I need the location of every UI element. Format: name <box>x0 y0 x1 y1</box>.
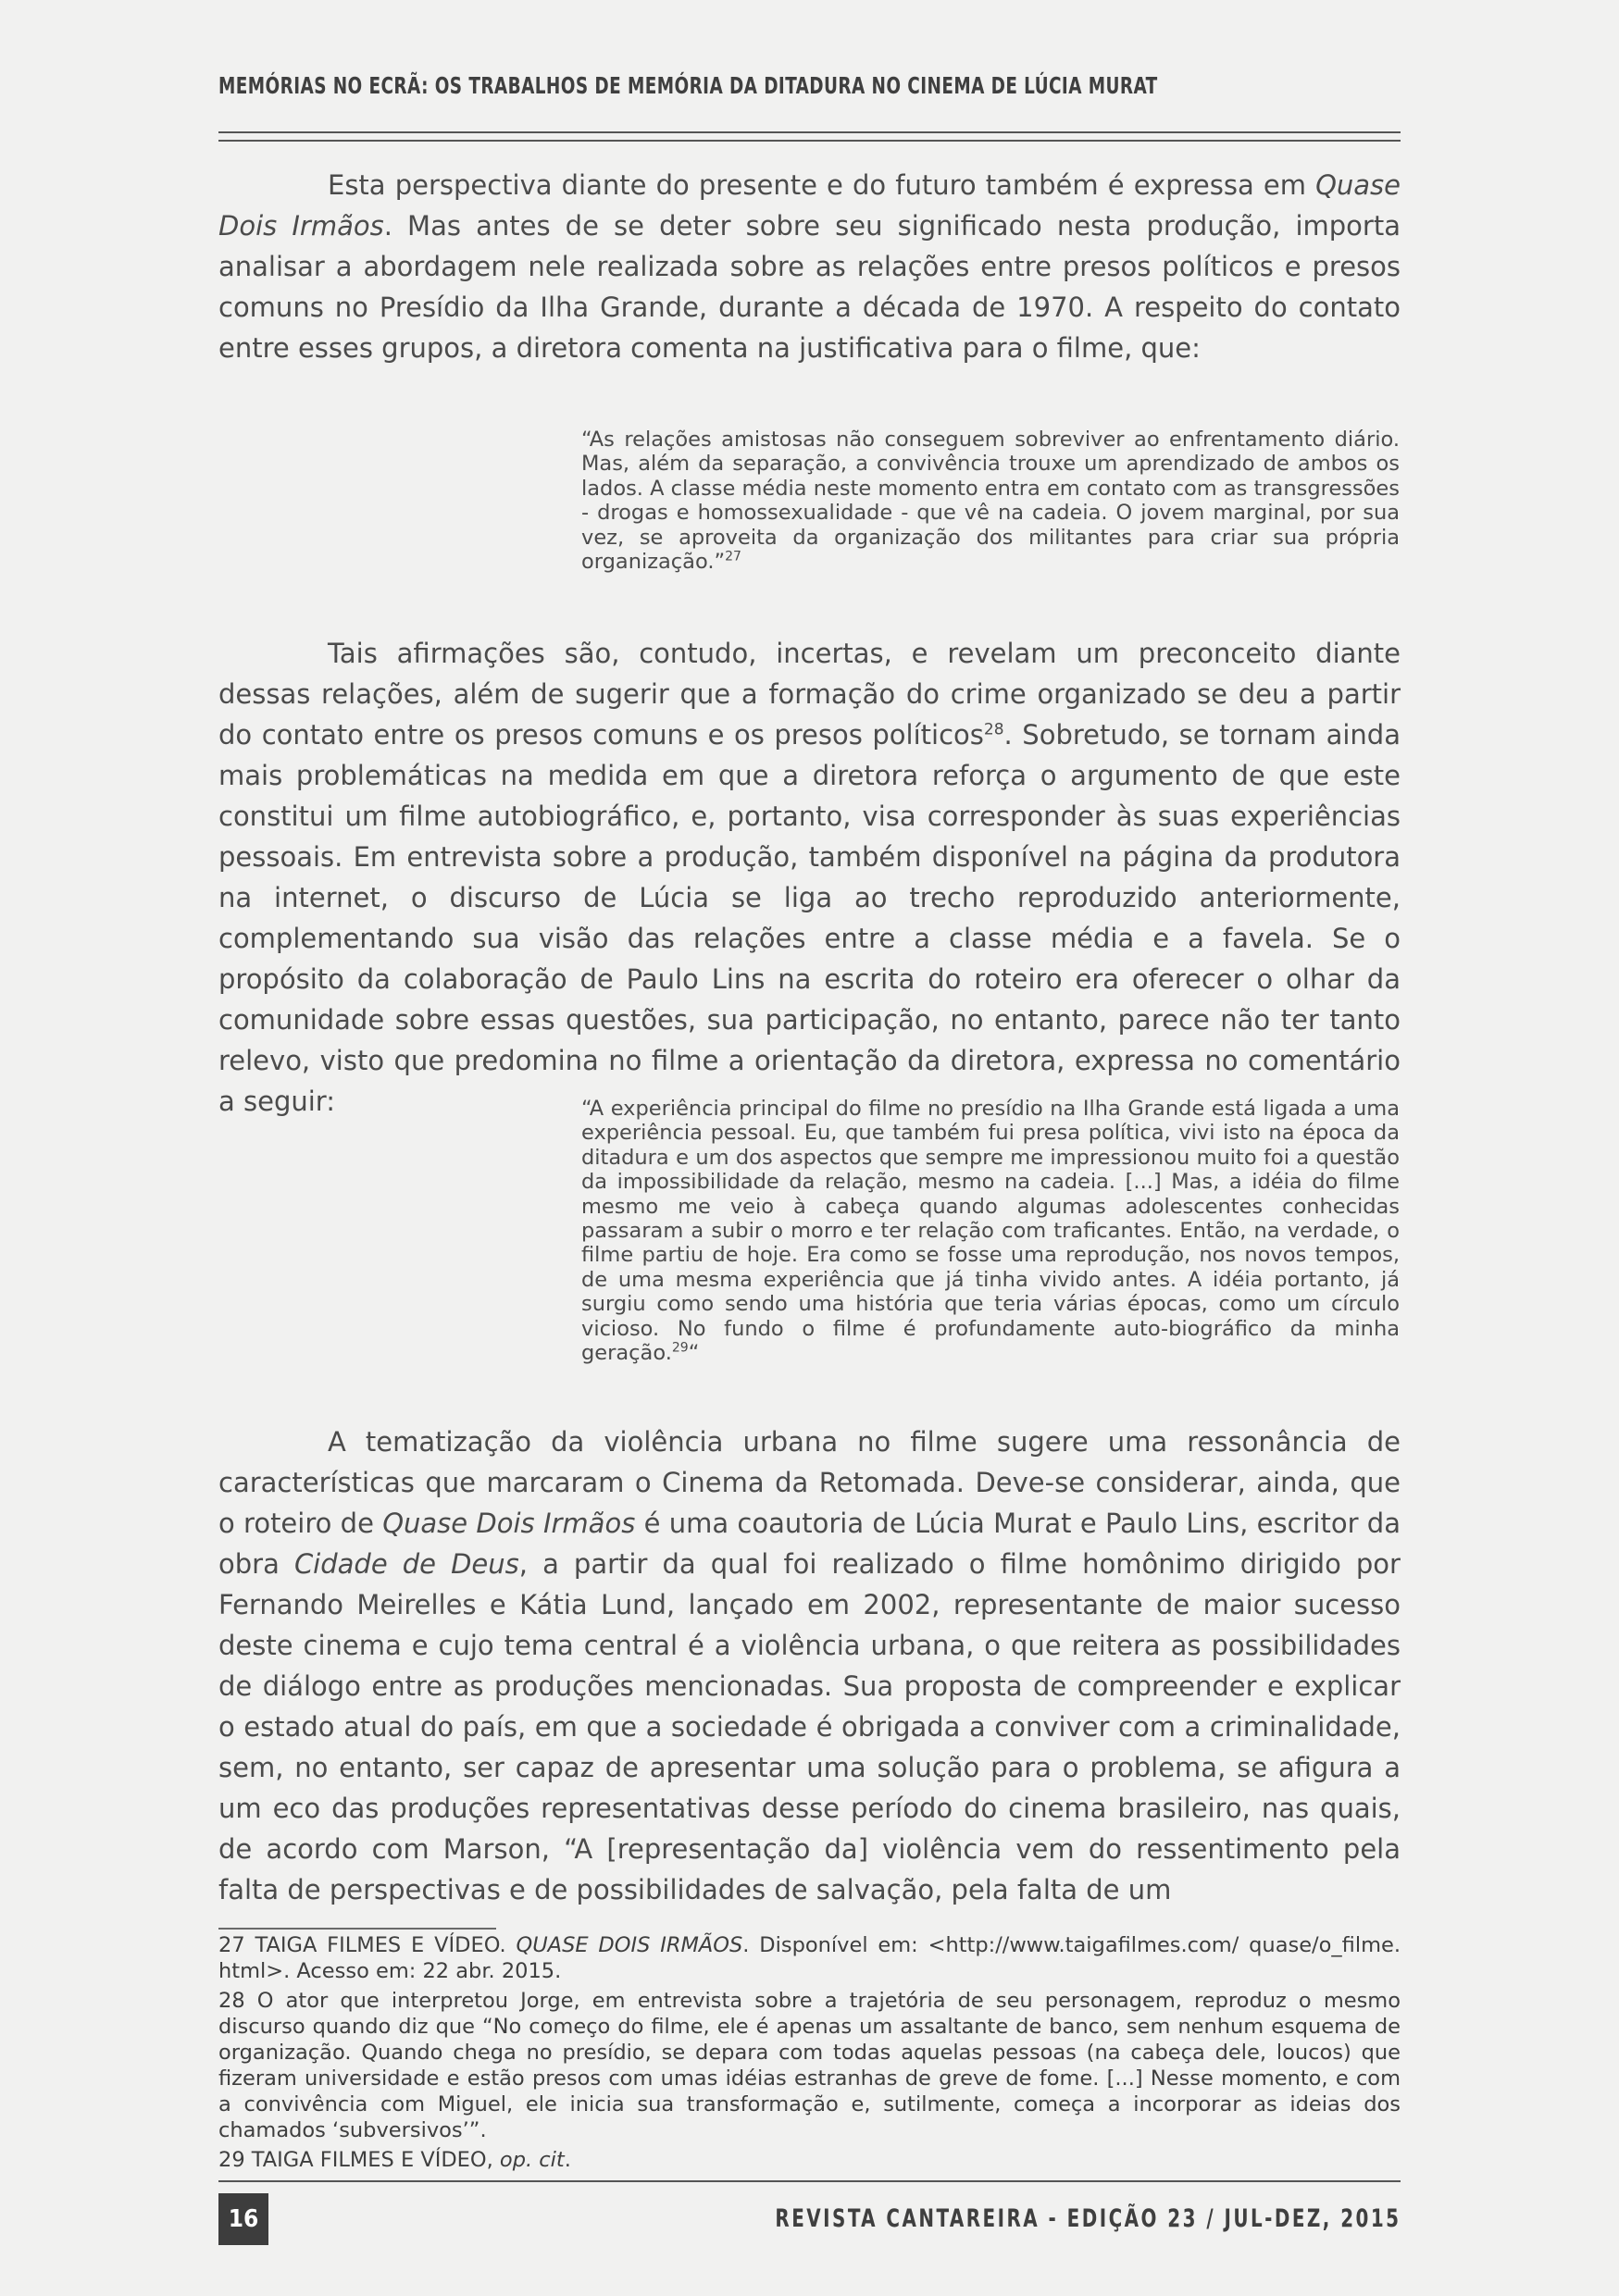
paragraph-3-text: é uma coautoria de Lúcia Murat e Paulo Lins, escritor da obra <box>218 1508 1401 1580</box>
footnote-29-text: . <box>564 2148 571 2172</box>
footnote-27-text: 27 TAIGA FILMES E VÍDEO. <box>218 1933 517 1957</box>
film-title: Quase Dois Irmãos <box>382 1508 636 1539</box>
header-rule-top <box>218 131 1401 133</box>
quote-2-text: “A experiência principal do filme no presídio na Ilha Grande está ligada a uma experiência pessoal. Eu, que também fui presa política, vivi isto na época da ditadura e um dos aspectos que sempre me impressionou muito foi a questão da impossibilidade da relação, mesmo na cadeia. [...] Mas, a idéia do filme mesmo me veio à cabeça quando algumas adolescentes conhecidas passaram a subir o morro e ter relação com traficantes. Então, na verdade, o filme partiu de hoje. Era como se fosse uma reprodução, nos novos tempos, de uma mesma experiência que já tinha vivido antes. A idéia portanto, já surgiu como sendo uma história que teria várias épocas, como um círculo vicioso. No fundo o filme é profundamente auto-biográfico da minha geração. <box>581 1097 1400 1366</box>
footnote-ref-28: 28 <box>983 720 1004 739</box>
quote-2-close: “ <box>688 1341 700 1366</box>
paragraph-1-text: Esta perspectiva diante do presente e do futuro também é expressa em <box>328 169 1316 201</box>
paragraph-3 <box>218 1421 1401 1910</box>
footnote-ref-29: 29 <box>671 1340 689 1356</box>
block-quote-1 <box>581 428 1400 574</box>
page-number: 16 <box>218 2193 268 2245</box>
header-rule-bottom <box>218 140 1401 142</box>
film-title: Quase Dois Irmãos <box>218 169 1401 242</box>
footnotes <box>218 1932 1401 2177</box>
footnote-29-title: op. cit <box>499 2148 565 2172</box>
running-header: MEMÓRIAS NO ECRÃ: OS TRABALHOS DE MEMÓRIA DA DITADURA NO CINEMA DE LÚCIA MURAT <box>218 72 1158 99</box>
book-title: Cidade de Deus <box>293 1548 519 1580</box>
paragraph-3-text: A tematização da violência urbana no filme sugere uma ressonância de características que marcaram o Cinema da Retomada. Deve-se considerar, ainda, que o roteiro de <box>218 1426 1401 1539</box>
paragraph-1-text: . Mas antes de se deter sobre seu significado nesta produção, importa analisar a abordagem nele realizada sobre as relações entre presos políticos e presos comuns no Presídio da Ilha Grande, durante a década de 1970. A respeito do contato entre esses grupos, a diretora comenta na justificativa para o filme, que: <box>218 210 1401 364</box>
paragraph-1 <box>218 165 1401 368</box>
footnote-ref-27: 27 <box>725 549 741 565</box>
journal-name: REVISTA CANTAREIRA - EDIÇÃO 23 / JUL-DEZ, 2015 <box>774 2204 1401 2233</box>
footnote-separator <box>218 1928 496 1930</box>
footnote-29 <box>218 2147 1401 2173</box>
footer-rule <box>218 2180 1401 2182</box>
footnote-27-title: QUASE DOIS IRMÃOS <box>516 1933 743 1957</box>
footnote-29-text: 29 TAIGA FILMES E VÍDEO, <box>218 2148 500 2172</box>
paragraph-2-text: Tais afirmações são, contudo, incertas, e revelam um preconceito diante dessas relações, além de sugerir que a formação do crime organizado se deu a partir do contato entre os presos comuns e os presos políticos <box>218 638 1401 751</box>
block-quote-2 <box>581 1097 1400 1365</box>
footnote-28: 28 O ator que interpretou Jorge, em entrevista sobre a trajetória de seu personagem, reproduz o mesmo discurso quando diz que “No começo do filme, ele é apenas um assaltante de banco, sem nenhum esquema de organização. Quando chega no presídio, se depara com todas aquelas pessoas (na cabeça dele, loucos) que fizeram universidade e estão presos com umas idéias estranhas de greve de fome. [...] Nesse momento, e com a convivência com Miguel, ele inicia sua transformação e, sutilmente, começa a incorporar as ideias dos chamados ‘subversivos’”. <box>218 1989 1401 2142</box>
paragraph-2-text: . Sobretudo, se tornam ainda mais problemáticas na medida em que a diretora reforça o argumento de que este constitui um filme autobiográfico, e, portanto, visa corresponder às suas experiências pessoais. Em entrevista sobre a produção, também disponível na página da produtora na internet, o discurso de Lúcia se liga ao trecho reproduzido anteriormente, complementando sua visão das relações entre a classe média e a favela. Se o propósito da colaboração de Paulo Lins na escrita do roteiro era oferecer o olhar da comunidade sobre essas questões, sua participação, no entanto, parece não ter tanto relevo, visto que predomina no filme a orientação da diretora, expressa no comentário a seguir: <box>218 719 1401 1117</box>
paragraph-3-text: , a partir da qual foi realizado o filme homônimo dirigido por Fernando Meirelles e Kátia Lund, lançado em 2002, representante de maior sucesso deste cinema e cujo tema central é a violência urbana, o que reitera as possibilidades de diálogo entre as produções mencionadas. Sua proposta de compreender e explicar o estado atual do país, em que a sociedade é obrigada a conviver com a criminalidade, sem, no entanto, ser capaz de apresentar uma solução para o problema, se afigura a um eco das produções representativas desse período do cinema brasileiro, nas quais, de acordo com Marson, “A [representação da] violência vem do ressentimento pela falta de perspectivas e de possibilidades de salvação, pela falta de um <box>218 1548 1401 1905</box>
paragraph-2 <box>218 633 1401 1122</box>
footnote-27 <box>218 1932 1401 1984</box>
quote-1-text: “As relações amistosas não conseguem sobreviver ao enfrentamento diário. Mas, além da separação, a convivência trouxe um aprendizado de ambos os lados. A classe média neste momento entra em contato com as transgressões - drogas e homossexualidade - que vê na cadeia. O jovem marginal, por sua vez, se aproveita da organização dos militantes para criar sua própria organização.” <box>581 428 1400 575</box>
footnote-27-text: . Disponível em: <http://www.taigafilmes.com/ quase/o_filme. html>. Acesso em: 22 abr. 2015. <box>218 1933 1401 1983</box>
